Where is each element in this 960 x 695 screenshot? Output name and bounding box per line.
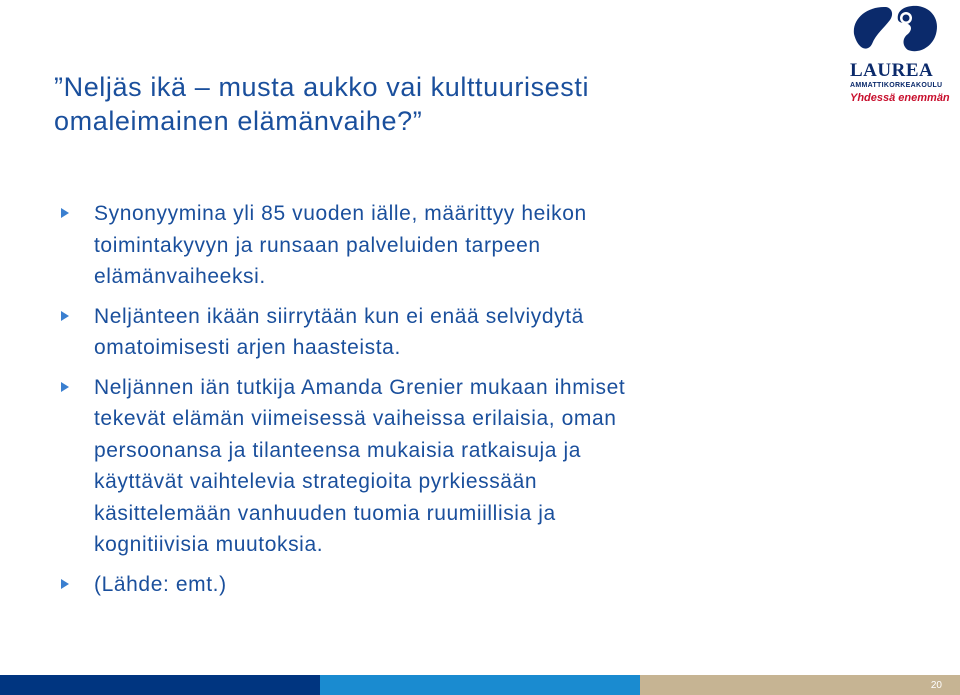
bullet-line: Neljänteen ikään siirrytään kun ei enää selviydytä: [94, 304, 584, 328]
bullet-triangle-icon: [61, 382, 69, 392]
bullet-item-3: [60, 372, 780, 561]
laurea-logo: [836, 4, 948, 108]
slide-title-line-1: ”Neljäs ikä – musta aukko vai kulttuurisesti: [54, 72, 590, 102]
bullet-triangle-icon: [61, 208, 69, 218]
footer-segment-navy: [0, 675, 320, 695]
footer-segment-blue: [320, 675, 640, 695]
bullet-line: käsittelemään vanhuuden tuomia ruumiillisia ja: [94, 501, 556, 525]
footer-bar: [0, 675, 960, 695]
slide-title: [54, 70, 754, 138]
bullet-line: tekevät elämän viimeisessä vaiheissa erilaisia, oman: [94, 407, 617, 430]
bullet-triangle-icon: [61, 579, 69, 589]
page-number: 20: [930, 680, 942, 691]
bullet-item-1: [60, 198, 780, 293]
logo-slogan: Yhdessä enemmän: [850, 92, 950, 104]
bullet-line: (Lähde: emt.): [94, 572, 227, 596]
bullet-line: käyttävät vaihtelevia strategioita pyrkiessään: [94, 470, 538, 493]
bullet-line: toimintakyvyn ja runsaan palveluiden tarpeen: [94, 233, 541, 257]
slide-title-line-2: omaleimainen elämänvaihe?”: [54, 106, 423, 136]
bullet-item-4: [60, 569, 780, 601]
bullet-line: omatoimisesti arjen haasteista.: [94, 336, 401, 359]
footer-segment-beige: [640, 675, 960, 695]
bullet-list: [60, 198, 780, 608]
bullet-line: Neljännen iän tutkija Amanda Grenier mukaan ihmiset: [94, 375, 626, 399]
bullet-line: kognitiivisia muutoksia.: [94, 533, 324, 556]
bullet-line: elämänvaiheeksi.: [94, 265, 266, 288]
logo-name: LAUREA: [850, 60, 934, 81]
laurea-logo-mark-icon: [846, 4, 942, 56]
logo-subtitle: AMMATTIKORKEAKOULU: [850, 82, 943, 89]
bullet-line: Synonyymina yli 85 vuoden iälle, määrittyy heikon: [94, 202, 587, 225]
bullet-item-2: [60, 301, 780, 364]
bullet-line: persoonansa ja tilanteensa mukaisia ratkaisuja ja: [94, 438, 582, 462]
bullet-triangle-icon: [61, 311, 69, 321]
